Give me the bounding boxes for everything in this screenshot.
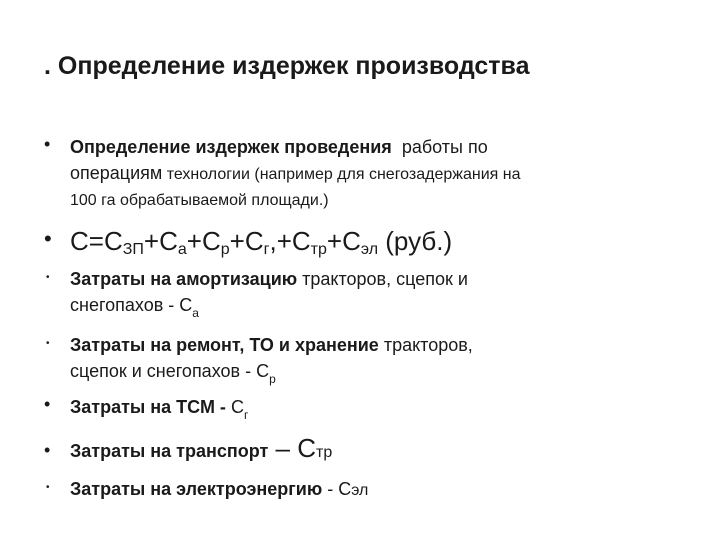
fuel-sub: г bbox=[243, 408, 249, 422]
slide-title: . Определение издержек производства bbox=[44, 52, 530, 80]
transport-sub: тр bbox=[316, 444, 333, 461]
transport-bold: Затраты на транспорт bbox=[70, 441, 269, 461]
bullet: • bbox=[46, 482, 50, 493]
definition-rest: работы по bbox=[391, 137, 488, 157]
bullet: • bbox=[44, 440, 51, 460]
repair-bold: Затраты на ремонт, ТО и хранение bbox=[70, 335, 379, 355]
depreciation-sub: а bbox=[192, 306, 199, 320]
electricity-sub: эл bbox=[351, 482, 369, 499]
repair-rest: тракторов, bbox=[378, 335, 473, 355]
depreciation-line2: снегопахов - С bbox=[70, 295, 193, 315]
definition-line3: 100 га обрабатываемой площади.) bbox=[70, 192, 329, 209]
transport-symbol: С bbox=[297, 433, 317, 463]
fuel-bold: Затраты на ТСМ - bbox=[70, 397, 231, 417]
fuel-rest: С bbox=[230, 397, 244, 417]
electricity-bold: Затраты на электроэнергию bbox=[70, 479, 323, 499]
depreciation-rest: тракторов, сцепок и bbox=[297, 269, 468, 289]
repair-sub: р bbox=[269, 372, 276, 386]
repair-line2: сцепок и снегопахов - С bbox=[70, 361, 270, 381]
definition-bold: Определение издержек проведения bbox=[70, 137, 392, 157]
transport-dash: – bbox=[268, 433, 298, 463]
definition-line2-a: операциям bbox=[70, 163, 163, 183]
bullet: • bbox=[44, 394, 51, 414]
bullet: • bbox=[46, 272, 50, 283]
depreciation-bold: Затраты на амортизацию bbox=[70, 269, 298, 289]
bullet: • bbox=[46, 338, 50, 349]
bullet: • bbox=[44, 134, 51, 154]
bullet: • bbox=[44, 226, 52, 251]
cost-formula: С=СЗП+Са+Ср+Сг,+Стр+Сэл (руб.) bbox=[70, 226, 453, 258]
definition-line2-b: технологии (например для снегозадержания на bbox=[162, 166, 521, 183]
electricity-rest: - С bbox=[322, 479, 352, 499]
